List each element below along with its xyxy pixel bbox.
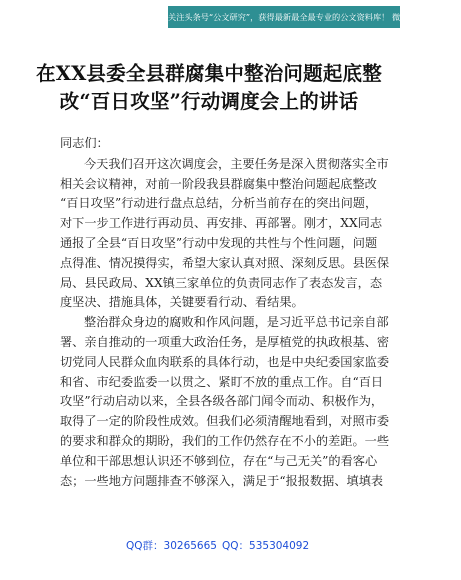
body-line: 整治群众身边的腐败和作风问题，是习近平总书记亲自部	[84, 315, 389, 330]
body-line: “百日攻坚”行动进行盘点总结，分析当前存在的突出问题，	[60, 196, 378, 211]
body-line: 点得准、情况摸得实，希望大家认真对照、深刻反思。县医保	[60, 255, 390, 270]
document-title	[28, 60, 390, 116]
body-line: 相关会议精神，对前一阶段我县群腐集中整治问题起底整改	[60, 176, 377, 191]
body-line: 通报了全县“百日攻坚”行动中发现的共性与个性问题，问题	[60, 235, 378, 250]
body-line: 署、亲自推动的一项重大政治任务，是厚植党的执政根基、密	[60, 334, 390, 349]
promo-banner: 关注头条号“公文研究”，获得最新最全最专业的公文资料库！ 微信：gongwenyj	[168, 6, 400, 28]
body-line: 今天我们召开这次调度会，主要任务是深入贯彻落实全市	[84, 156, 389, 171]
salutation: 同志们：	[60, 136, 109, 150]
body-line: 局、县民政局、XX镇三家单位的负责同志作了表态发言，态	[60, 275, 383, 290]
body-line: 态；一些地方问题排查不够深入，满足于“报报数据、填填表	[60, 473, 384, 488]
body-line: 攻坚”行动启动以来，全县各级各部门闻令而动、积极作为，	[60, 394, 384, 409]
body-line: 的要求和群众的期盼，我们的工作仍然存在不小的差距。一些	[60, 433, 390, 448]
document-body	[60, 134, 390, 491]
body-line: 对下一步工作进行再动员、再安排、再部署。刚才，XX同志	[60, 216, 383, 231]
qq-group-number: QQ群：30265665	[126, 540, 217, 552]
body-line: 和省、市纪委监委一以贯之、紧盯不放的重点工作。自“百日	[60, 374, 384, 389]
body-line: 度坚决、措施具体，关键要看行动、看结果。	[60, 295, 304, 310]
body-line: 切党同人民群众血肉联系的具体行动，也是中央纪委国家监委	[60, 354, 390, 369]
title-line-1: 在XX县委全县群腐集中整治问题起底整	[36, 62, 382, 85]
body-line: 单位和干部思想认识还不够到位，存在“与己无关”的看客心	[60, 453, 378, 468]
body-line: 取得了一定的阶段性成效。但我们必须清醒地看到，对照市委	[60, 414, 390, 429]
title-line-2: 改“百日攻坚”行动调度会上的讲话	[59, 90, 359, 113]
qq-contact-number: QQ：535304092	[222, 540, 310, 552]
